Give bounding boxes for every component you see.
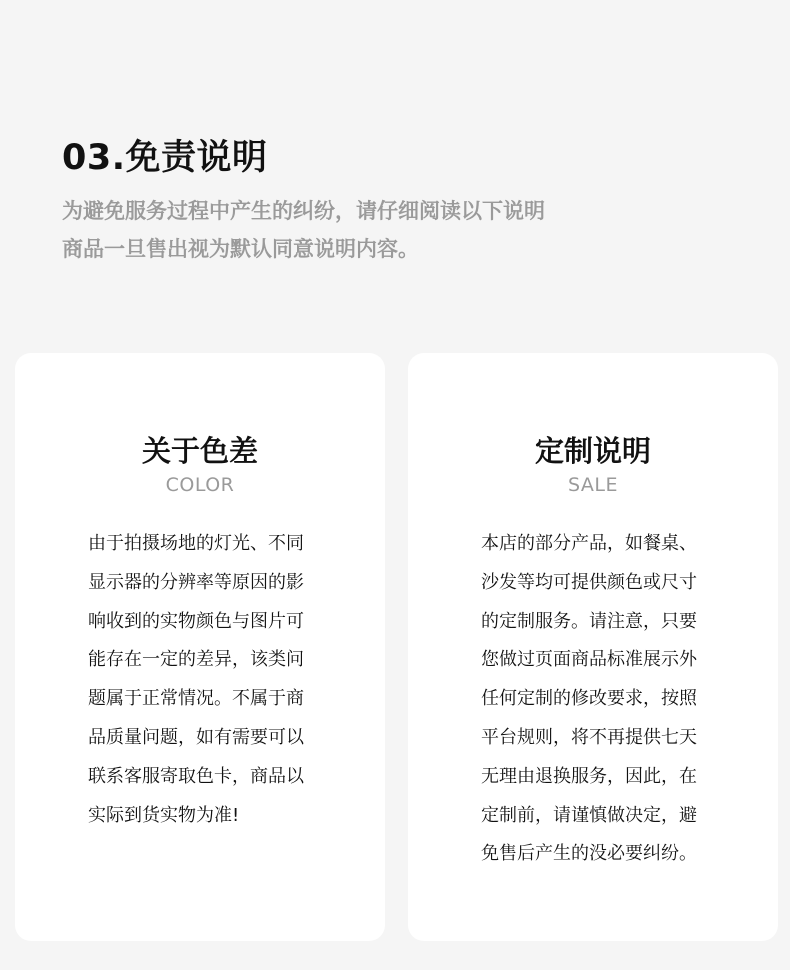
card-text-line: 响收到的实物颜色与图片可	[88, 610, 304, 632]
card-text-line: 的定制服务。请注意，只要	[481, 610, 697, 632]
page-title: 03.免责说明	[62, 138, 268, 178]
card-body	[481, 525, 717, 874]
card-text-line: 实际到货实物为准!	[88, 804, 240, 826]
card-text-line: 题属于正常情况。不属于商	[88, 688, 304, 710]
card-text-line: 沙发等均可提供颜色或尺寸	[481, 571, 697, 593]
card-text-line: 品质量问题，如有需要可以	[88, 726, 304, 748]
subtitle-line: 为避免服务过程中产生的纠纷，请仔细阅读以下说明	[62, 199, 545, 223]
card-text-line: 您做过页面商品标准展示外	[481, 649, 697, 671]
card-text-line: 显示器的分辨率等原因的影	[88, 571, 304, 593]
color-difference-card	[15, 353, 385, 941]
disclaimer-header	[62, 136, 742, 268]
card-text-line: 联系客服寄取色卡，商品以	[88, 765, 304, 787]
card-text-line: 本店的部分产品，如餐桌、	[481, 533, 697, 554]
card-subtitle: SALE	[567, 474, 618, 496]
card-text-line: 定制前，请谨慎做决定，避	[481, 804, 697, 826]
card-text-line: 任何定制的修改要求，按照	[481, 688, 697, 710]
customization-card	[408, 353, 778, 941]
card-text-line: 无理由退换服务，因此，在	[481, 765, 697, 787]
card-text-line: 平台规则，将不再提供七天	[481, 726, 697, 748]
card-text-line: 由于拍摄场地的灯光、不同	[88, 533, 304, 554]
card-title: 关于色差	[141, 434, 258, 468]
subtitle-line: 商品一旦售出视为默认同意说明内容。	[62, 237, 419, 261]
card-text-line: 免售后产生的没必要纠纷。	[481, 843, 697, 865]
page-subtitle	[62, 192, 742, 268]
card-subtitle: COLOR	[165, 474, 235, 496]
card-title: 定制说明	[534, 434, 651, 468]
card-body	[88, 525, 324, 835]
card-text-line: 能存在一定的差异，该类问	[88, 649, 304, 671]
